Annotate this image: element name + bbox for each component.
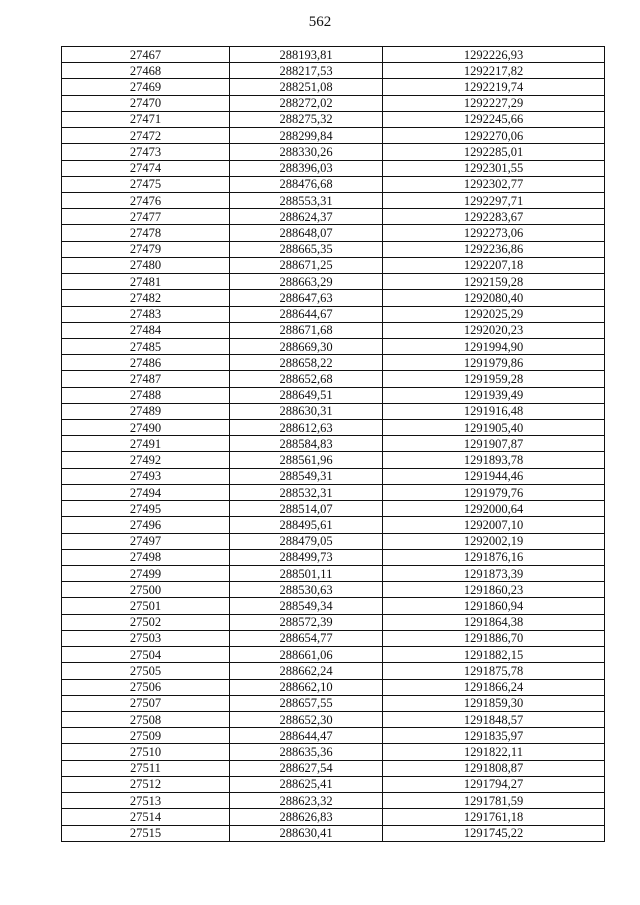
point-number-cell: 27470	[62, 95, 230, 111]
y-coordinate-cell: 1291944,46	[383, 468, 605, 484]
x-coordinate-cell: 288299,84	[230, 128, 383, 144]
table-row	[62, 371, 605, 387]
x-coordinate-cell: 288396,03	[230, 160, 383, 176]
y-coordinate-cell: 1291873,39	[383, 566, 605, 582]
x-coordinate-cell: 288549,34	[230, 598, 383, 614]
x-coordinate-cell: 288663,29	[230, 274, 383, 290]
table-row	[62, 274, 605, 290]
table-row	[62, 744, 605, 760]
y-coordinate-cell: 1291979,76	[383, 484, 605, 500]
point-number-cell: 27499	[62, 566, 230, 582]
y-coordinate-cell: 1292080,40	[383, 290, 605, 306]
point-number-cell: 27493	[62, 468, 230, 484]
y-coordinate-cell: 1292245,66	[383, 111, 605, 127]
point-number-cell: 27486	[62, 355, 230, 371]
table-row	[62, 403, 605, 419]
y-coordinate-cell: 1292217,82	[383, 63, 605, 79]
table-row	[62, 420, 605, 436]
point-number-cell: 27474	[62, 160, 230, 176]
point-number-cell: 27468	[62, 63, 230, 79]
y-coordinate-cell: 1292007,10	[383, 517, 605, 533]
y-coordinate-cell: 1291939,49	[383, 387, 605, 403]
table-row	[62, 760, 605, 776]
coordinates-table	[61, 46, 605, 842]
x-coordinate-cell: 288669,30	[230, 338, 383, 354]
y-coordinate-cell: 1292283,67	[383, 209, 605, 225]
point-number-cell: 27481	[62, 274, 230, 290]
y-coordinate-cell: 1292273,06	[383, 225, 605, 241]
y-coordinate-cell: 1292236,86	[383, 241, 605, 257]
x-coordinate-cell: 288644,67	[230, 306, 383, 322]
point-number-cell: 27506	[62, 679, 230, 695]
x-coordinate-cell: 288644,47	[230, 728, 383, 744]
y-coordinate-cell: 1291866,24	[383, 679, 605, 695]
x-coordinate-cell: 288648,07	[230, 225, 383, 241]
y-coordinate-cell: 1291893,78	[383, 452, 605, 468]
point-number-cell: 27489	[62, 403, 230, 419]
table-row	[62, 468, 605, 484]
table-row	[62, 728, 605, 744]
point-number-cell: 27512	[62, 776, 230, 792]
point-number-cell: 27515	[62, 825, 230, 841]
point-number-cell: 27476	[62, 192, 230, 208]
point-number-cell: 27492	[62, 452, 230, 468]
table-row	[62, 338, 605, 354]
point-number-cell: 27514	[62, 809, 230, 825]
point-number-cell: 27485	[62, 338, 230, 354]
x-coordinate-cell: 288530,63	[230, 582, 383, 598]
y-coordinate-cell: 1291886,70	[383, 630, 605, 646]
table-row	[62, 711, 605, 727]
x-coordinate-cell: 288652,30	[230, 711, 383, 727]
table-row	[62, 322, 605, 338]
x-coordinate-cell: 288275,32	[230, 111, 383, 127]
y-coordinate-cell: 1292301,55	[383, 160, 605, 176]
x-coordinate-cell: 288514,07	[230, 501, 383, 517]
x-coordinate-cell: 288532,31	[230, 484, 383, 500]
table-row	[62, 484, 605, 500]
x-coordinate-cell: 288671,68	[230, 322, 383, 338]
table-row	[62, 501, 605, 517]
table-row	[62, 566, 605, 582]
table-row	[62, 192, 605, 208]
y-coordinate-cell: 1292285,01	[383, 144, 605, 160]
point-number-cell: 27483	[62, 306, 230, 322]
y-coordinate-cell: 1292000,64	[383, 501, 605, 517]
point-number-cell: 27479	[62, 241, 230, 257]
x-coordinate-cell: 288549,31	[230, 468, 383, 484]
x-coordinate-cell: 288635,36	[230, 744, 383, 760]
point-number-cell: 27477	[62, 209, 230, 225]
table-row	[62, 663, 605, 679]
x-coordinate-cell: 288658,22	[230, 355, 383, 371]
y-coordinate-cell: 1292227,29	[383, 95, 605, 111]
table-row	[62, 111, 605, 127]
y-coordinate-cell: 1292025,29	[383, 306, 605, 322]
x-coordinate-cell: 288251,08	[230, 79, 383, 95]
point-number-cell: 27487	[62, 371, 230, 387]
table-row	[62, 306, 605, 322]
y-coordinate-cell: 1291864,38	[383, 614, 605, 630]
point-number-cell: 27494	[62, 484, 230, 500]
y-coordinate-cell: 1292270,06	[383, 128, 605, 144]
point-number-cell: 27497	[62, 533, 230, 549]
table-row	[62, 225, 605, 241]
table-row	[62, 176, 605, 192]
y-coordinate-cell: 1291761,18	[383, 809, 605, 825]
y-coordinate-cell: 1292297,71	[383, 192, 605, 208]
point-number-cell: 27491	[62, 436, 230, 452]
table-row	[62, 63, 605, 79]
table-row	[62, 825, 605, 841]
x-coordinate-cell: 288561,96	[230, 452, 383, 468]
x-coordinate-cell: 288553,31	[230, 192, 383, 208]
table-row	[62, 452, 605, 468]
table-row	[62, 95, 605, 111]
table-row	[62, 209, 605, 225]
page-number: 562	[308, 14, 332, 30]
table-row	[62, 241, 605, 257]
y-coordinate-cell: 1292226,93	[383, 47, 605, 63]
x-coordinate-cell: 288584,83	[230, 436, 383, 452]
table-row	[62, 79, 605, 95]
x-coordinate-cell: 288330,26	[230, 144, 383, 160]
x-coordinate-cell: 288501,11	[230, 566, 383, 582]
y-coordinate-cell: 1292002,19	[383, 533, 605, 549]
table-row	[62, 47, 605, 63]
point-number-cell: 27478	[62, 225, 230, 241]
table-row	[62, 582, 605, 598]
x-coordinate-cell: 288627,54	[230, 760, 383, 776]
table-row	[62, 793, 605, 809]
y-coordinate-cell: 1291994,90	[383, 338, 605, 354]
table-row	[62, 776, 605, 792]
point-number-cell: 27504	[62, 647, 230, 663]
point-number-cell: 27513	[62, 793, 230, 809]
table-row	[62, 290, 605, 306]
x-coordinate-cell: 288623,32	[230, 793, 383, 809]
table-row	[62, 160, 605, 176]
y-coordinate-cell: 1291835,97	[383, 728, 605, 744]
table-row	[62, 436, 605, 452]
x-coordinate-cell: 288625,41	[230, 776, 383, 792]
y-coordinate-cell: 1291745,22	[383, 825, 605, 841]
y-coordinate-cell: 1291875,78	[383, 663, 605, 679]
x-coordinate-cell: 288654,77	[230, 630, 383, 646]
x-coordinate-cell: 288630,41	[230, 825, 383, 841]
y-coordinate-cell: 1291959,28	[383, 371, 605, 387]
point-number-cell: 27488	[62, 387, 230, 403]
point-number-cell: 27480	[62, 257, 230, 273]
x-coordinate-cell: 288217,53	[230, 63, 383, 79]
x-coordinate-cell: 288630,31	[230, 403, 383, 419]
table-row	[62, 355, 605, 371]
x-coordinate-cell: 288652,68	[230, 371, 383, 387]
x-coordinate-cell: 288662,10	[230, 679, 383, 695]
point-number-cell: 27495	[62, 501, 230, 517]
x-coordinate-cell: 288661,06	[230, 647, 383, 663]
y-coordinate-cell: 1291860,94	[383, 598, 605, 614]
point-number-cell: 27475	[62, 176, 230, 192]
point-number-cell: 27509	[62, 728, 230, 744]
x-coordinate-cell: 288612,63	[230, 420, 383, 436]
x-coordinate-cell: 288495,61	[230, 517, 383, 533]
table-row	[62, 614, 605, 630]
y-coordinate-cell: 1292302,77	[383, 176, 605, 192]
point-number-cell: 27496	[62, 517, 230, 533]
y-coordinate-cell: 1291907,87	[383, 436, 605, 452]
y-coordinate-cell: 1291916,48	[383, 403, 605, 419]
x-coordinate-cell: 288193,81	[230, 47, 383, 63]
x-coordinate-cell: 288665,35	[230, 241, 383, 257]
point-number-cell: 27472	[62, 128, 230, 144]
y-coordinate-cell: 1292207,18	[383, 257, 605, 273]
x-coordinate-cell: 288499,73	[230, 549, 383, 565]
y-coordinate-cell: 1292020,23	[383, 322, 605, 338]
table-row	[62, 695, 605, 711]
table-row	[62, 630, 605, 646]
table-row	[62, 598, 605, 614]
y-coordinate-cell: 1291822,11	[383, 744, 605, 760]
table-row	[62, 647, 605, 663]
x-coordinate-cell: 288572,39	[230, 614, 383, 630]
point-number-cell: 27503	[62, 630, 230, 646]
y-coordinate-cell: 1292159,28	[383, 274, 605, 290]
point-number-cell: 27490	[62, 420, 230, 436]
point-number-cell: 27507	[62, 695, 230, 711]
x-coordinate-cell: 288476,68	[230, 176, 383, 192]
point-number-cell: 27484	[62, 322, 230, 338]
y-coordinate-cell: 1291808,87	[383, 760, 605, 776]
table-row	[62, 257, 605, 273]
x-coordinate-cell: 288671,25	[230, 257, 383, 273]
table-row	[62, 128, 605, 144]
point-number-cell: 27501	[62, 598, 230, 614]
x-coordinate-cell: 288479,05	[230, 533, 383, 549]
x-coordinate-cell: 288649,51	[230, 387, 383, 403]
table-row	[62, 809, 605, 825]
y-coordinate-cell: 1291882,15	[383, 647, 605, 663]
x-coordinate-cell: 288272,02	[230, 95, 383, 111]
table-row	[62, 517, 605, 533]
y-coordinate-cell: 1291876,16	[383, 549, 605, 565]
y-coordinate-cell: 1291859,30	[383, 695, 605, 711]
x-coordinate-cell: 288626,83	[230, 809, 383, 825]
y-coordinate-cell: 1291781,59	[383, 793, 605, 809]
y-coordinate-cell: 1291848,57	[383, 711, 605, 727]
point-number-cell: 27502	[62, 614, 230, 630]
point-number-cell: 27500	[62, 582, 230, 598]
x-coordinate-cell: 288657,55	[230, 695, 383, 711]
y-coordinate-cell: 1291794,27	[383, 776, 605, 792]
y-coordinate-cell: 1291905,40	[383, 420, 605, 436]
point-number-cell: 27469	[62, 79, 230, 95]
point-number-cell: 27467	[62, 47, 230, 63]
table-row	[62, 387, 605, 403]
point-number-cell: 27498	[62, 549, 230, 565]
point-number-cell: 27511	[62, 760, 230, 776]
point-number-cell: 27471	[62, 111, 230, 127]
point-number-cell: 27473	[62, 144, 230, 160]
point-number-cell: 27482	[62, 290, 230, 306]
coordinates-table-body	[62, 47, 605, 842]
x-coordinate-cell: 288624,37	[230, 209, 383, 225]
table-row	[62, 144, 605, 160]
table-row	[62, 533, 605, 549]
point-number-cell: 27510	[62, 744, 230, 760]
y-coordinate-cell: 1291979,86	[383, 355, 605, 371]
point-number-cell: 27505	[62, 663, 230, 679]
x-coordinate-cell: 288647,63	[230, 290, 383, 306]
x-coordinate-cell: 288662,24	[230, 663, 383, 679]
y-coordinate-cell: 1292219,74	[383, 79, 605, 95]
table-row	[62, 679, 605, 695]
y-coordinate-cell: 1291860,23	[383, 582, 605, 598]
table-row	[62, 549, 605, 565]
point-number-cell: 27508	[62, 711, 230, 727]
